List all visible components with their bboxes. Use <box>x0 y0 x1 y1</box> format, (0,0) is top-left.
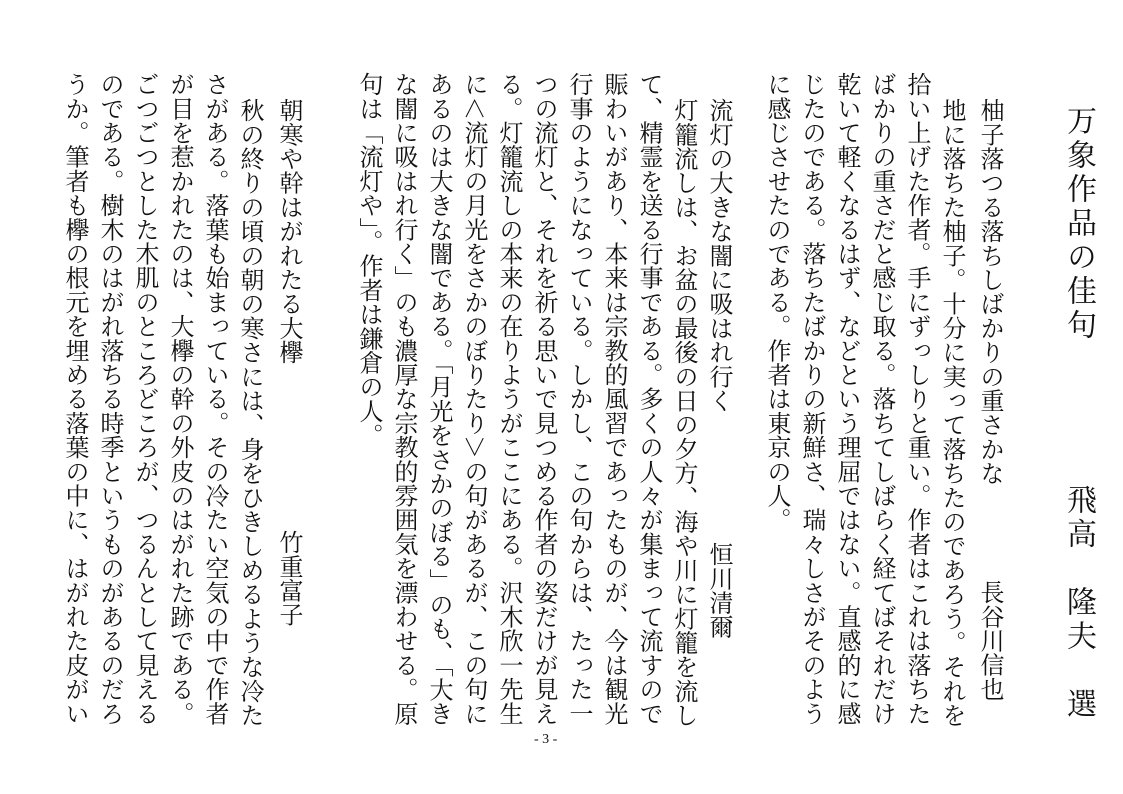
commentary-2-line: 行事のようになっている。しかし、この句からは、たった一 <box>565 72 593 726</box>
haiku-1-author: 長谷川信也 <box>976 580 1004 701</box>
page-number: - 3 - <box>534 732 558 747</box>
commentary-2-line: 賑わいがあり、本来は宗教的風習であったものが、今は観光 <box>600 72 628 726</box>
haiku-2-author: 恒川清爾 <box>705 542 733 639</box>
haiku-1: 柚子落つる落ちしばかりの重さかな <box>976 98 1004 486</box>
commentary-3-line: さがある。落葉も始まっている。その冷たい空気の中で作者 <box>201 72 229 726</box>
commentary-3-line: が目を惹かれたのは、大欅の幹の外皮のはがれた跡である。 <box>166 72 194 726</box>
commentary-3-line: ごつごつとした木肌のところどころが、つるんとして見える <box>131 72 159 726</box>
commentary-3-line: うか。筆者も欅の根元を埋める落葉の中に、はがれた皮がい <box>61 72 89 726</box>
commentary-1-line: に感じさせたのである。作者は東京の人。 <box>763 72 791 532</box>
commentary-2-line: に＜流灯の月光をさかのぼりたり＞の句があるが、この句に <box>460 72 488 726</box>
commentary-3-line: のである。樹木のはがれ落ちる時季というものがあるのだろ <box>96 72 124 726</box>
page-title: 万象作品の佳句 <box>1061 105 1096 343</box>
commentary-1-line: ばかりの重さだと感じ取る。落ちてしばらく経てばそれだけ <box>868 72 896 726</box>
commentary-1-line: じたのである。落ちたばかりの新鮮さ、瑞々しさがそのよう <box>798 72 826 726</box>
commentary-2-line: な闇に吸はれ行く」のも濃厚な宗教的雰囲気を漂わせる。原 <box>390 72 418 726</box>
selector-credit: 飛高 隆夫 選 <box>1061 484 1096 722</box>
commentary-2-line: あるのは大きな闇である。「月光をさかのぼる」のも、「大き <box>425 72 453 726</box>
haiku-2: 流灯の大きな闇に吸はれ行く <box>705 98 733 413</box>
commentary-2-line: て、精霊を送る行事である。多くの人々が集まって流すので <box>635 72 663 726</box>
commentary-2-line: 灯籠流しは、お盆の最後の日の夕方、海や川に灯籠を流し <box>670 98 698 728</box>
commentary-2-line: つの流灯と、それを祈る思いで見つめる作者の姿だけが見え <box>530 72 558 726</box>
commentary-1-line: 地に落ちた柚子。十分に実って落ちたのであろう。それを <box>938 98 966 728</box>
commentary-1-line: 拾い上げた作者。手にずっしりと重い。作者はこれは落ちた <box>903 72 931 726</box>
commentary-2-line: る。灯籠流しの本来の在りようがここにある。沢木欣一先生 <box>495 72 523 726</box>
commentary-1-line: 乾いて軽くなるはず、などという理屈ではない。直感的に感 <box>833 72 861 726</box>
haiku-3-author: 竹重富子 <box>275 530 303 627</box>
commentary-3-line: 秋の終りの頃の朝の寒さには、身をひきしめるような冷た <box>236 98 264 728</box>
commentary-2-line: 句は「流灯や」。作者は鎌倉の人。 <box>355 72 383 448</box>
haiku-3: 朝寒や幹はがれたる大欅 <box>275 98 303 365</box>
